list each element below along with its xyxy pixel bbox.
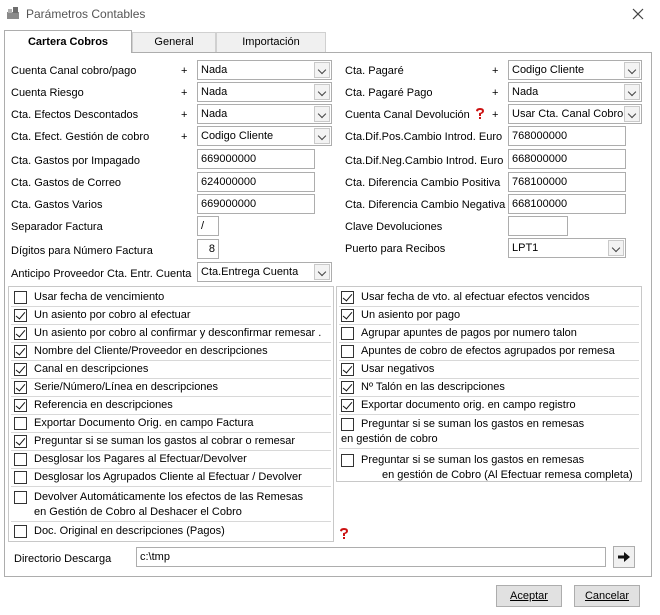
divider bbox=[339, 306, 639, 307]
checkbox-box[interactable] bbox=[341, 454, 354, 467]
checkbox-box[interactable] bbox=[341, 399, 354, 412]
checkbox-box[interactable] bbox=[14, 471, 27, 484]
checkbox-box[interactable] bbox=[14, 345, 27, 358]
checkbox-box[interactable] bbox=[341, 418, 354, 431]
plus-sign: + bbox=[181, 65, 188, 77]
checkbox-box[interactable] bbox=[341, 381, 354, 394]
check-preguntar-gastos-remesa-completa-line2: en gestión de Cobro (Al Efectuar remesa completa) bbox=[382, 469, 633, 481]
chevron-down-icon[interactable] bbox=[624, 84, 640, 100]
chevron-down-icon[interactable] bbox=[624, 62, 640, 78]
tab-general[interactable]: General bbox=[132, 32, 216, 52]
divider bbox=[11, 450, 331, 451]
combo-efectos-descontados[interactable]: Nada bbox=[197, 104, 332, 124]
combo-cuenta-riesgo[interactable]: Nada bbox=[197, 82, 332, 102]
plus-sign: + bbox=[181, 131, 188, 143]
input-gastos-impagado[interactable]: 669000000 bbox=[197, 149, 315, 169]
checkbox-box[interactable] bbox=[14, 417, 27, 430]
label-gestion-cobro: Cta. Efect. Gestión de cobro bbox=[11, 131, 150, 143]
label-dif-neg-euro: Cta.Dif.Neg.Cambio Introd. Euro bbox=[345, 155, 504, 167]
input-digitos-factura[interactable]: 8 bbox=[197, 239, 219, 259]
divider bbox=[339, 448, 639, 449]
chevron-down-icon[interactable] bbox=[314, 84, 330, 100]
divider bbox=[339, 414, 639, 415]
chevron-down-icon[interactable] bbox=[314, 106, 330, 122]
checkbox-box[interactable] bbox=[14, 525, 27, 538]
input-dif-cambio-positiva[interactable]: 768100000 bbox=[508, 172, 626, 192]
checkbox-box[interactable] bbox=[14, 453, 27, 466]
combo-cta-pagare-pago[interactable]: Nada bbox=[508, 82, 642, 102]
label-cuenta-riesgo: Cuenta Riesgo bbox=[11, 87, 84, 99]
combo-canal-devolucion[interactable]: Usar Cta. Canal Cobro bbox=[508, 104, 642, 124]
label-dif-cambio-positiva: Cta. Diferencia Cambio Positiva bbox=[345, 177, 501, 189]
divider bbox=[11, 468, 331, 469]
window-title: Parámetros Contables bbox=[26, 7, 146, 21]
input-gastos-varios[interactable]: 669000000 bbox=[197, 194, 315, 214]
divider bbox=[11, 521, 331, 522]
checkbox-box[interactable] bbox=[14, 363, 27, 376]
input-gastos-correo[interactable]: 624000000 bbox=[197, 172, 315, 192]
divider bbox=[339, 360, 639, 361]
label-dif-cambio-negativa: Cta. Diferencia Cambio Negativa bbox=[345, 199, 506, 211]
chevron-down-icon[interactable] bbox=[608, 240, 624, 256]
combo-anticipo-proveedor[interactable]: Cta.Entrega Cuenta bbox=[197, 262, 332, 282]
combo-cuenta-canal[interactable]: Nada bbox=[197, 60, 332, 80]
combo-cta-pagare[interactable]: Codigo Cliente bbox=[508, 60, 642, 80]
checkbox-box[interactable] bbox=[14, 309, 27, 322]
help-icon[interactable] bbox=[474, 107, 486, 119]
checkbox-box[interactable] bbox=[341, 309, 354, 322]
chevron-down-icon[interactable] bbox=[314, 264, 330, 280]
input-dif-pos-euro[interactable]: 768000000 bbox=[508, 126, 626, 146]
close-icon bbox=[632, 8, 644, 20]
plus-sign: + bbox=[181, 87, 188, 99]
plus-sign: + bbox=[492, 65, 499, 77]
title-bar bbox=[0, 0, 660, 28]
input-dif-neg-euro[interactable]: 668000000 bbox=[508, 149, 626, 169]
label-gastos-impagado: Cta. Gastos por Impagado bbox=[11, 155, 141, 167]
divider bbox=[339, 324, 639, 325]
check-preguntar-gastos-remesas-line2: en gestión de cobro bbox=[341, 433, 438, 445]
divider bbox=[11, 486, 331, 487]
label-cta-pagare: Cta. Pagaré bbox=[345, 65, 404, 77]
chevron-down-icon[interactable] bbox=[624, 106, 640, 122]
divider bbox=[11, 432, 331, 433]
combo-puerto-recibos[interactable]: LPT1 bbox=[508, 238, 626, 258]
checkbox-box[interactable] bbox=[341, 345, 354, 358]
checkbox-box[interactable] bbox=[14, 381, 27, 394]
checkbox-box[interactable] bbox=[14, 491, 27, 504]
help-icon[interactable] bbox=[338, 527, 350, 539]
label-clave-devoluciones: Clave Devoluciones bbox=[345, 221, 443, 233]
label-cuenta-canal: Cuenta Canal cobro/pago bbox=[11, 65, 137, 77]
divider bbox=[11, 360, 331, 361]
app-icon bbox=[6, 6, 20, 20]
checkbox-box[interactable] bbox=[341, 291, 354, 304]
label-canal-devolucion: Cuenta Canal Devolución bbox=[345, 109, 470, 121]
input-clave-devoluciones[interactable] bbox=[508, 216, 568, 236]
input-separador-factura[interactable]: / bbox=[197, 216, 219, 236]
divider bbox=[11, 414, 331, 415]
divider bbox=[11, 324, 331, 325]
divider bbox=[339, 396, 639, 397]
plus-sign: + bbox=[492, 109, 499, 121]
divider bbox=[339, 342, 639, 343]
label-gastos-correo: Cta. Gastos de Correo bbox=[11, 177, 122, 189]
cancel-button[interactable]: Cancelar bbox=[574, 585, 640, 607]
label-efectos-descontados: Cta. Efectos Descontados bbox=[11, 109, 139, 121]
label-puerto-recibos: Puerto para Recibos bbox=[345, 243, 446, 255]
go-button[interactable] bbox=[613, 546, 635, 568]
chevron-down-icon[interactable] bbox=[314, 62, 330, 78]
input-dif-cambio-negativa[interactable]: 668100000 bbox=[508, 194, 626, 214]
input-directorio-descarga[interactable]: c:\tmp bbox=[136, 547, 606, 567]
checkbox-box[interactable] bbox=[14, 327, 27, 340]
accept-button[interactable]: Aceptar bbox=[496, 585, 562, 607]
label-directorio-descarga: Directorio Descarga bbox=[14, 553, 112, 565]
plus-sign: + bbox=[492, 87, 499, 99]
label-anticipo-proveedor: Anticipo Proveedor Cta. Entr. Cuenta bbox=[11, 268, 192, 280]
divider bbox=[11, 396, 331, 397]
divider bbox=[11, 306, 331, 307]
divider bbox=[339, 378, 639, 379]
tab-importacion[interactable]: Importación bbox=[216, 32, 326, 52]
divider bbox=[11, 342, 331, 343]
close-button[interactable] bbox=[626, 2, 650, 26]
checkbox-box[interactable] bbox=[341, 363, 354, 376]
check-devolver-automaticamente-line2: en Gestión de Cobro al Deshacer el Cobro bbox=[34, 506, 242, 518]
label-dif-pos-euro: Cta.Dif.Pos.Cambio Introd. Euro bbox=[345, 131, 503, 143]
checkbox-box[interactable] bbox=[14, 435, 27, 448]
plus-sign: + bbox=[181, 109, 188, 121]
label-separador-factura: Separador Factura bbox=[11, 221, 103, 233]
checkbox-box[interactable] bbox=[341, 327, 354, 340]
label-cta-pagare-pago: Cta. Pagaré Pago bbox=[345, 87, 433, 99]
chevron-down-icon[interactable] bbox=[314, 128, 330, 144]
label-gastos-varios: Cta. Gastos Varios bbox=[11, 199, 103, 211]
tab-cartera-cobros[interactable]: Cartera Cobros bbox=[4, 30, 132, 53]
label-digitos-factura: Dígitos para Número Factura bbox=[11, 245, 153, 257]
arrow-right-icon bbox=[614, 547, 634, 567]
combo-gestion-cobro[interactable]: Codigo Cliente bbox=[197, 126, 332, 146]
checkbox-box[interactable] bbox=[14, 399, 27, 412]
divider bbox=[11, 378, 331, 379]
checkbox-box[interactable] bbox=[14, 291, 27, 304]
